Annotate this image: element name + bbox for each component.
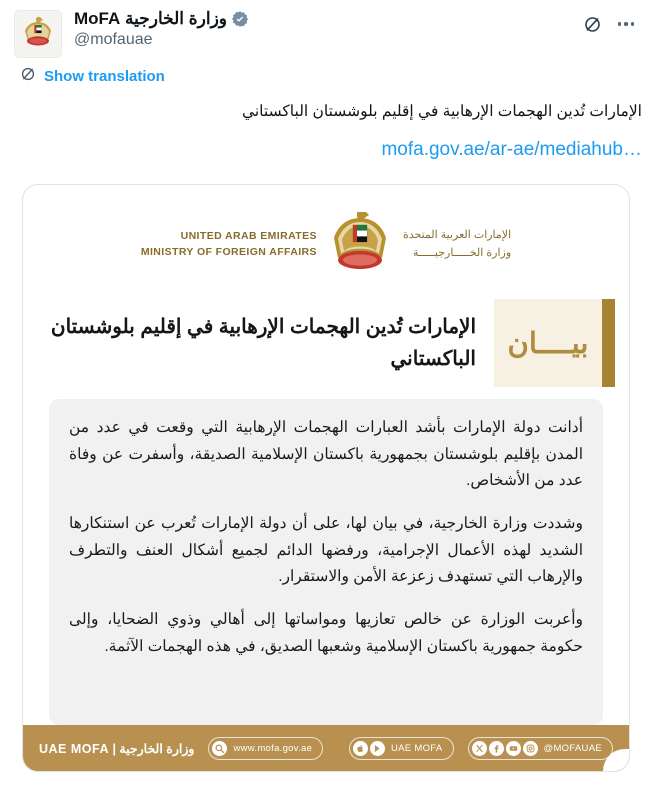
- tweet-link[interactable]: mofa.gov.ae/ar-ae/mediahub…: [381, 139, 642, 161]
- uae-emblem-avatar-icon: [15, 11, 61, 57]
- logo-arabic-line2: وزارة الخـــــارجيـــــة: [412, 247, 512, 259]
- website-url: www.mofa.gov.ae: [233, 742, 313, 754]
- badge-accent-bar: [602, 299, 615, 387]
- logo-arabic: [403, 227, 511, 262]
- tweet-link-row: [0, 123, 652, 161]
- youtube-icon: [506, 741, 521, 756]
- show-translation-label: Show translation: [44, 68, 165, 85]
- instagram-icon: [523, 741, 538, 756]
- card-body: [49, 399, 603, 725]
- footer-right: [349, 737, 613, 760]
- facebook-icon: [489, 741, 504, 756]
- statement-paragraph: أدانت دولة الإمارات بأشد العبارات الهجمات الإرهابية التي وقعت في عدد من المدن بإقليم بلوشستان بجمهورية باكستان الإسلامية الصديقة، وأسفرت عن وفاة عدد من الأشخاص.: [69, 419, 583, 490]
- card-logo: [23, 185, 629, 281]
- app-label: UAE MOFA: [391, 742, 443, 754]
- uae-falcon-emblem-icon: [331, 212, 389, 279]
- avatar[interactable]: [14, 10, 62, 58]
- logo-english-line2: MINISTRY OF FOREIGN AFFAIRS: [140, 246, 317, 258]
- account-identity: [74, 8, 580, 50]
- app-pill: [349, 737, 454, 760]
- display-name[interactable]: وزارة الخارجية MoFA: [74, 9, 228, 28]
- more-dots: [618, 22, 635, 26]
- search-icon: [212, 741, 227, 756]
- apple-store-icon: [353, 741, 368, 756]
- logo-arabic-line1: الإمارات العربية المتحدة: [402, 229, 512, 242]
- badge-label: بيــــان: [507, 327, 589, 360]
- card-headline: [23, 281, 629, 393]
- footer-left: [39, 737, 323, 760]
- account-handle[interactable]: @mofauae: [74, 30, 153, 48]
- more-options-icon[interactable]: [614, 12, 638, 36]
- badge-box: [494, 299, 602, 387]
- logo-english: [141, 229, 317, 261]
- logo-english-line1: UNITED ARAB EMIRATES: [180, 230, 317, 243]
- verified-badge-icon: [231, 10, 249, 28]
- footer-brand: وزارة الخارجية | UAE MOFA: [39, 741, 195, 756]
- website-pill: [208, 737, 323, 760]
- social-handle: @MOFAUAE: [543, 742, 602, 754]
- circle-slash-icon: [20, 66, 36, 87]
- social-pill: [468, 737, 614, 760]
- card-footer: [23, 725, 629, 771]
- google-play-icon: [370, 741, 385, 756]
- x-twitter-icon: [472, 741, 487, 756]
- statement-paragraph: وشددت وزارة الخارجية، في بيان لها، على أن دولة الإمارات تُعرب عن استنكارها الشديد لهذه الأعمال الإجرامية، ورفضها الدائم لجميع أشكال العنف والتطرف والإرهاب التي تستهدف زعزعة الأمن والاستقرار.: [69, 514, 583, 586]
- show-translation-button[interactable]: [0, 56, 652, 91]
- statement-card[interactable]: [22, 184, 630, 772]
- tweet-text: الإمارات تُدين الهجمات الإرهابية في إقليم بلوشستان الباكستاني: [241, 103, 642, 120]
- circle-slash-icon[interactable]: [580, 12, 604, 36]
- header-actions: [580, 8, 638, 36]
- tweet-header: [0, 0, 652, 56]
- social-icons: [472, 741, 538, 756]
- headline-text: الإمارات تُدين الهجمات الإرهابية في إقليم بلوشستان الباكستاني: [50, 316, 476, 370]
- name-row: [74, 9, 580, 29]
- statement-paragraph: وأعربت الوزارة عن خالص تعازيها ومواساتها إلى أهالي وذوي الضحايا، وإلى حكومة جمهورية باكستان الإسلامية وشعبها الصديق، في هذه الهجمات الآثمة.: [69, 610, 583, 655]
- statement-badge: [494, 299, 615, 387]
- app-icons: [353, 741, 385, 756]
